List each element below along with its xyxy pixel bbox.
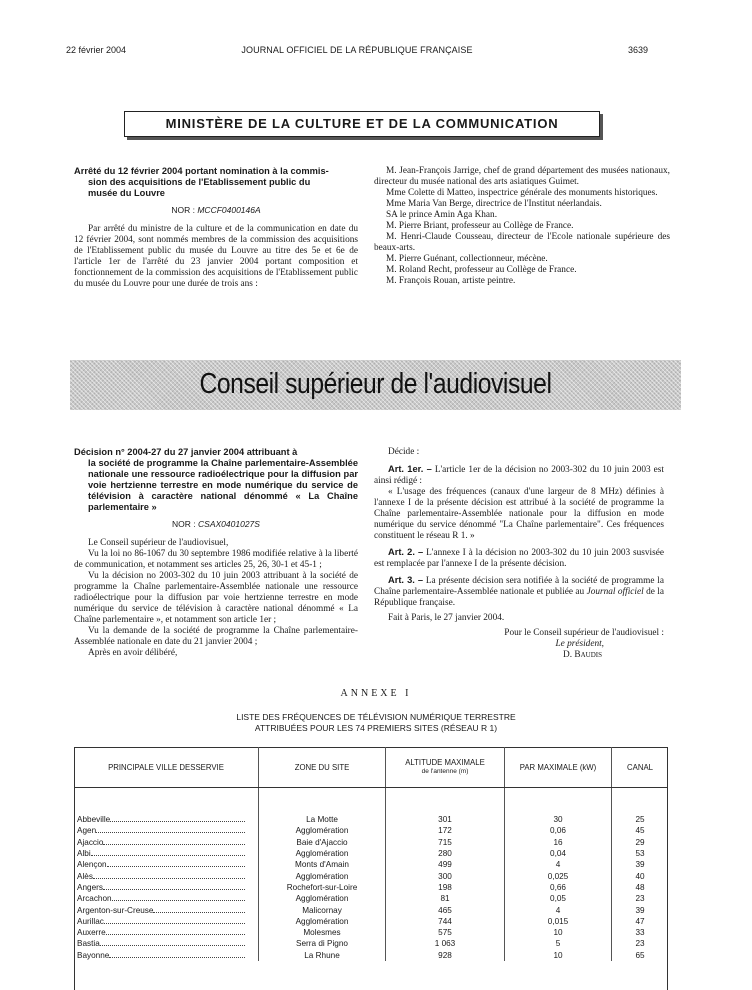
cell-canal: 39 (612, 904, 669, 915)
cell-alt: 465 (386, 904, 505, 915)
col-header-alt: ALTITUDE MAXIMALE de l'antenne (m) (386, 747, 505, 788)
cell-canal: 65 (612, 950, 669, 961)
cell-zone: La Rhune (259, 950, 386, 961)
cell-alt: 172 (386, 825, 505, 836)
annexe-title: ANNEXE I (340, 688, 412, 699)
dot-leader (96, 832, 245, 833)
decision-para: Vu la décision no 2003-302 du 10 juin 2003 attribuant à la société de programme la Chaîne parlementaire-Assemblée nationale une ressource radioélectrique pour la diffusion par voie hertzienne terrestre en mode numérique du service de télévision à caractère national dénommé « La Chaîne parlementaire », et notamment son article 1er ; (74, 571, 358, 625)
cell-city: Argenton-sur-Creuse (74, 904, 259, 915)
cell-city: Abbeville (74, 788, 259, 826)
article-1-quote: « L'usage des fréquences (canaux d'une largeur de 8 MHz) définies à l'annexe I de la présente décision est attribué à la société de programme la Chaîne parlementaire-Assemblée nationale pour la diffusion en mode numérique du service dénommé "La Chaîne parlementaire". Ces fréquences constituent le réseau R 1. » (374, 487, 664, 541)
col-header-par: PAR MAXIMALE (kW) (505, 747, 612, 788)
table-body (74, 788, 668, 961)
cell-alt: 1 063 (386, 938, 505, 949)
table-row (74, 893, 668, 904)
cell-alt: 928 (386, 950, 505, 961)
table-row (74, 916, 668, 927)
cell-alt: 499 (386, 859, 505, 870)
cell-alt: 198 (386, 882, 505, 893)
table-row (74, 938, 668, 949)
table-row (74, 882, 668, 893)
cell-zone: La Motte (259, 788, 386, 826)
page-header (66, 45, 648, 59)
cell-canal: 45 (612, 825, 669, 836)
cell-city: Aurillac (74, 916, 259, 927)
dot-leader (110, 821, 245, 822)
member-item: M. Henri-Claude Cousseau, directeur de l'Ecole nationale supérieure des beaux-arts. (374, 232, 670, 253)
dot-leader (106, 934, 245, 935)
cell-city: Alençon (74, 859, 259, 870)
table-row (74, 904, 668, 915)
cell-par: 0,06 (505, 825, 612, 836)
csa-banner (70, 360, 681, 410)
cell-canal: 40 (612, 870, 669, 881)
cell-par: 0,66 (505, 882, 612, 893)
member-item: M. Jean-François Jarrige, chef de grand département des musées nationaux, directeur du musée national des arts asiatiques Guimet. (374, 166, 670, 187)
cell-par: 0,05 (505, 893, 612, 904)
header-date: 22 février 2004 (66, 45, 127, 55)
cell-city: Angers (74, 882, 259, 893)
table-row (74, 927, 668, 938)
cell-city: Bastia (74, 938, 259, 949)
table-row (74, 848, 668, 859)
signature-name: D. Baudis (563, 650, 602, 660)
cell-city: Alès (74, 870, 259, 881)
cell-canal: 25 (612, 788, 669, 826)
cell-par: 5 (505, 938, 612, 949)
dot-leader (107, 866, 245, 867)
members-list (374, 166, 670, 287)
cell-alt: 301 (386, 788, 505, 826)
cell-zone: Baie d'Ajaccio (259, 837, 386, 848)
arrete-body: Par arrêté du ministre de la culture et de la communication en date du 12 février 2004, sont nommés membres de la commission des acquisitions de l'Etablissement public du musée du Louvre au titre des 5e et 6e de l'article 1er de l'arrêté du 23 janvier 2004 portant composition et fonctionnement de la commission des acquisitions de l'Etablissement public du musée du Louvre pour une durée de trois ans : (74, 224, 358, 289)
cell-par: 0,04 (505, 848, 612, 859)
member-item: M. Roland Recht, professeur au Collège de France. (386, 265, 577, 275)
decision-nor: NOR : CSAX0401027S (172, 519, 260, 529)
table-row (74, 837, 668, 848)
member-item: Mme Colette di Matteo, inspectrice générale des monuments historiques. (386, 188, 658, 198)
cell-par: 0,025 (505, 870, 612, 881)
arrete-nor: NOR : MCCF0400146A (171, 205, 261, 215)
fait-a-paris: Fait à Paris, le 27 janvier 2004. (388, 613, 505, 623)
cell-par: 10 (505, 950, 612, 961)
col-header-city: PRINCIPALE VILLE DESSERVIE (74, 747, 259, 788)
list-title: LISTE DES FRÉQUENCES DE TÉLÉVISION NUMÉRIQUE TERRESTRE ATTRIBUÉES POUR LES 74 PREMIERS SITES (RÉSEAU R 1) (236, 712, 516, 733)
cell-alt: 280 (386, 848, 505, 859)
dot-leader (109, 957, 245, 958)
cell-zone: Rochefort-sur-Loire (259, 882, 386, 893)
cell-canal: 23 (612, 893, 669, 904)
dot-leader (93, 878, 245, 879)
ministry-heading: MINISTÈRE DE LA CULTURE ET DE LA COMMUNICATION (124, 111, 600, 137)
member-item: M. Pierre Briant, professeur au Collège de France. (386, 221, 574, 231)
decision-para: Vu la demande de la société de programme la Chaîne parlementaire-Assemblée nationale en date du 21 janvier 2004 ; (74, 626, 358, 647)
table-row (74, 859, 668, 870)
cell-city: Agen (74, 825, 259, 836)
cell-alt: 744 (386, 916, 505, 927)
cell-canal: 48 (612, 882, 669, 893)
cell-canal: 47 (612, 916, 669, 927)
dot-leader (104, 923, 245, 924)
signature-role: Le président, (555, 639, 604, 649)
cell-par: 10 (505, 927, 612, 938)
cell-city: Arcachon (74, 893, 259, 904)
cell-zone: Serra di Pigno (259, 938, 386, 949)
dot-leader (103, 889, 245, 890)
decision-para: Le Conseil supérieur de l'audiovisuel, (88, 538, 229, 548)
table-header-row (74, 747, 668, 788)
cell-alt: 715 (386, 837, 505, 848)
cell-canal: 33 (612, 927, 669, 938)
table-row (74, 870, 668, 881)
table-row (74, 788, 668, 826)
cell-canal: 53 (612, 848, 669, 859)
member-item: SA le prince Amin Aga Khan. (386, 210, 498, 220)
cell-par: 30 (505, 788, 612, 826)
cell-canal: 29 (612, 837, 669, 848)
dot-leader (153, 912, 245, 913)
member-item: Mme Maria Van Berge, directrice de l'Institut néerlandais. (386, 199, 602, 209)
article-1: Art. 1er. – L'article 1er de la décision no 2003-302 du 10 juin 2003 est ainsi rédigé : (374, 464, 664, 486)
decision-para: Vu la loi no 86-1067 du 30 septembre 1986 modifiée relative à la liberté de communication, et notamment ses articles 25, 26, 30-1 et 45-1 ; (74, 549, 358, 570)
member-item: M. François Rouan, artiste peintre. (386, 276, 516, 286)
cell-par: 16 (505, 837, 612, 848)
cell-alt: 81 (386, 893, 505, 904)
cell-alt: 300 (386, 870, 505, 881)
table-row (74, 950, 668, 961)
frequency-table (74, 747, 668, 961)
decision-para: Après en avoir délibéré, (88, 648, 178, 658)
dot-leader (91, 855, 245, 856)
cell-city: Ajaccio (74, 837, 259, 848)
cell-canal: 39 (612, 859, 669, 870)
cell-alt: 575 (386, 927, 505, 938)
dot-leader (103, 844, 245, 845)
arrete-title: Arrêté du 12 février 2004 portant nomination à la commis- sion des acquisitions de l'Etablissement public du musée du Louvre (74, 166, 329, 198)
cell-par: 4 (505, 859, 612, 870)
cell-canal: 23 (612, 938, 669, 949)
cell-zone: Malicornay (259, 904, 386, 915)
table-row (74, 825, 668, 836)
dot-leader (112, 900, 245, 901)
cell-par: 4 (505, 904, 612, 915)
article-3: Art. 3. – La présente décision sera notifiée à la société de programme la Chaîne parlementaire-Assemblée nationale et publiée au Journal officiel de la République française. (374, 575, 664, 608)
page-number: 3639 (627, 45, 648, 55)
cell-city: Auxerre (74, 927, 259, 938)
cell-zone: Molesmes (259, 927, 386, 938)
col-header-zone: ZONE DU SITE (259, 747, 386, 788)
cell-par: 0,015 (505, 916, 612, 927)
member-item: M. Pierre Guénant, collectionneur, mécène. (386, 254, 548, 264)
decide-heading: Décide : (388, 447, 420, 457)
csa-banner-title: Conseil supérieur de l'audiovisuel (199, 368, 552, 400)
cell-zone: Agglomération (259, 870, 386, 881)
cell-city: Albi (74, 848, 259, 859)
cell-zone: Agglomération (259, 893, 386, 904)
decision-column-left (74, 447, 358, 659)
cell-city: Bayonne (74, 950, 259, 961)
decision-title: Décision n° 2004-27 du 27 janvier 2004 attribuant à la société de programme la Chaîne parlementaire-Assemblée nationale une ressource radioélectrique pour la diffusion par voie hertzienne terrestre en mode numérique du service de télévision à caractère national dénommé « La Chaîne parlementaire » (74, 447, 358, 512)
cell-zone: Monts d'Amain (259, 859, 386, 870)
signature-line: Pour le Conseil supérieur de l'audiovisuel : (504, 628, 664, 638)
article-2: Art. 2. – L'annexe I à la décision no 2003-302 du 10 juin 2003 susvisée est remplacée par l'annexe I de la présente décision. (374, 547, 665, 569)
journal-title: JOURNAL OFFICIEL DE LA RÉPUBLIQUE FRANÇAISE (241, 45, 473, 55)
cell-zone: Agglomération (259, 916, 386, 927)
col-header-canal: CANAL (612, 747, 669, 788)
cell-zone: Agglomération (259, 825, 386, 836)
arrete-column (74, 166, 358, 290)
dot-leader (100, 945, 245, 946)
cell-zone: Agglomération (259, 848, 386, 859)
decision-column-right (374, 447, 664, 661)
